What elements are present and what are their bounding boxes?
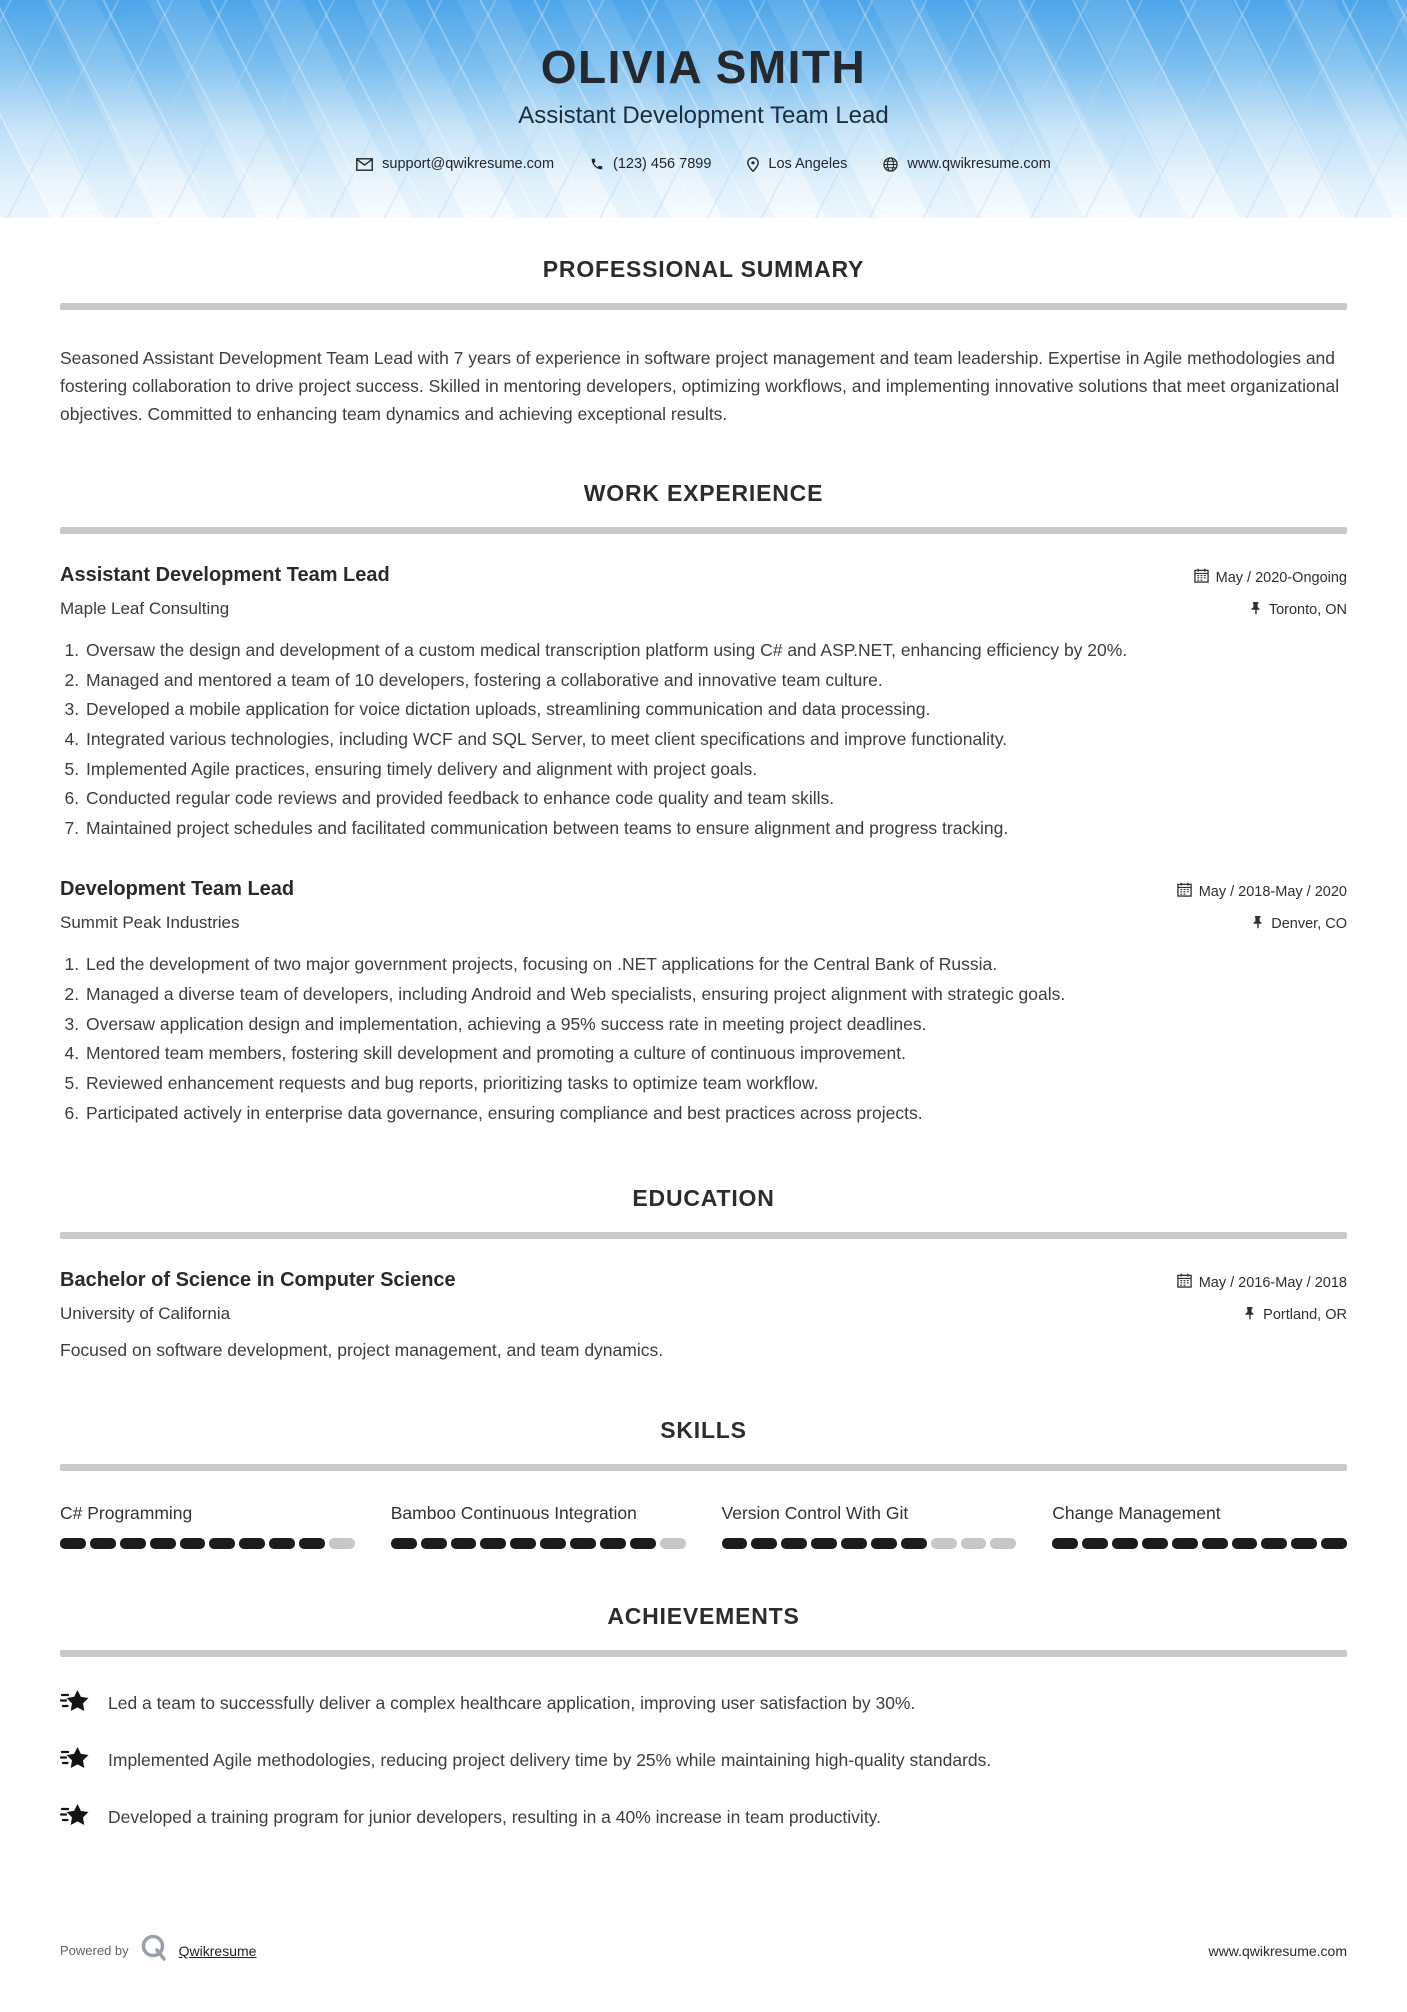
skill-dot bbox=[630, 1538, 656, 1549]
qwikresume-logo-icon bbox=[139, 1933, 169, 1968]
resume-body bbox=[0, 256, 1407, 2012]
location-pin-icon bbox=[747, 157, 759, 172]
job-bullet-list bbox=[60, 637, 1347, 842]
skill-dot bbox=[209, 1538, 235, 1549]
skill-dot bbox=[781, 1538, 807, 1549]
skill-dot bbox=[150, 1538, 176, 1549]
job-bullet: 6. Conducted regular code reviews and provided feedback to enhance code quality and team skills. bbox=[84, 785, 1347, 813]
resume-header bbox=[0, 0, 1407, 218]
education-description: Focused on software development, project management, and team dynamics. bbox=[60, 1340, 664, 1361]
skill-dot bbox=[299, 1538, 325, 1549]
skill-item bbox=[722, 1503, 1017, 1549]
candidate-name: OLIVIA SMITH bbox=[540, 41, 867, 93]
job-location bbox=[1194, 601, 1347, 619]
shooting-star-icon bbox=[60, 1691, 90, 1721]
powered-by-label: Powered by bbox=[60, 1943, 129, 1959]
achievement-list bbox=[60, 1691, 1347, 1835]
skill-dot bbox=[901, 1538, 927, 1549]
skill-dot bbox=[961, 1538, 987, 1549]
skill-dot bbox=[391, 1538, 417, 1549]
contact-location bbox=[747, 156, 847, 172]
skill-dot bbox=[1232, 1538, 1258, 1549]
job-bullet: 7. Maintained project schedules and facilitated communication between teams to ensure alignment and progress tracking. bbox=[84, 815, 1347, 843]
skill-dot bbox=[451, 1538, 477, 1549]
job-location-text: Denver, CO bbox=[1271, 916, 1347, 933]
qwikresume-link[interactable]: Qwikresume bbox=[178, 1942, 257, 1959]
job-bullet: 2. Managed a diverse team of developers, including Android and Web specialists, ensuring project alignment with strategic goals. bbox=[84, 981, 1347, 1009]
job-location bbox=[1177, 915, 1347, 933]
pushpin-icon bbox=[1244, 1306, 1256, 1324]
section-divider bbox=[60, 1650, 1347, 1657]
section-divider bbox=[60, 1232, 1347, 1239]
achievements-heading: ACHIEVEMENTS bbox=[607, 1603, 800, 1630]
skill-dot bbox=[570, 1538, 596, 1549]
section-education bbox=[60, 1185, 1347, 1361]
skill-dot bbox=[510, 1538, 536, 1549]
pushpin-icon bbox=[1250, 601, 1262, 619]
job-dates-text: May / 2018-May / 2020 bbox=[1198, 883, 1347, 900]
summary-text: Seasoned Assistant Development Team Lead with 7 years of experience in software project management and team leadership. Expertise in Agile methodologies and fostering collaboration to drive project success. Skilled in mentoring developers, optimizing workflows, and implementing innovative solutions that meet organizational objectives. Committed to enhancing team dynamics and achieving exceptional results. bbox=[60, 348, 1340, 424]
contact-phone bbox=[590, 156, 711, 172]
contact-location-text: Los Angeles bbox=[768, 156, 848, 172]
education-entry bbox=[60, 1269, 1347, 1361]
skill-dot bbox=[871, 1538, 897, 1549]
envelope-icon bbox=[356, 158, 373, 171]
skill-rating bbox=[60, 1538, 355, 1549]
skill-name: Bamboo Continuous Integration bbox=[390, 1503, 637, 1524]
achievement-text: Implemented Agile methodologies, reducing project delivery time by 25% while maintaining high-quality standards. bbox=[108, 1750, 992, 1771]
job-location-text: Toronto, ON bbox=[1268, 602, 1347, 618]
skills-grid bbox=[60, 1503, 1347, 1549]
contact-row bbox=[0, 156, 1407, 172]
achievement-item bbox=[60, 1748, 1347, 1778]
skill-dot bbox=[421, 1538, 447, 1549]
skill-dot bbox=[480, 1538, 506, 1549]
contact-email bbox=[356, 156, 554, 172]
education-heading: EDUCATION bbox=[632, 1185, 775, 1212]
candidate-title: Assistant Development Team Lead bbox=[518, 102, 889, 129]
job-dates bbox=[1177, 882, 1347, 901]
skills-heading: SKILLS bbox=[660, 1417, 747, 1444]
skill-dot bbox=[931, 1538, 957, 1549]
skill-name: C# Programming bbox=[60, 1503, 193, 1524]
job-entry bbox=[60, 878, 1347, 1127]
achievement-item bbox=[60, 1691, 1347, 1721]
job-company: Summit Peak Industries bbox=[60, 913, 240, 933]
skill-dot bbox=[1321, 1538, 1347, 1549]
skill-item bbox=[1052, 1503, 1347, 1549]
skill-dot bbox=[1052, 1538, 1078, 1549]
shooting-star-icon bbox=[60, 1805, 90, 1835]
skill-rating bbox=[391, 1538, 686, 1549]
phone-icon bbox=[590, 157, 604, 171]
calendar-icon bbox=[1194, 568, 1209, 587]
education-location-text: Portland, OR bbox=[1263, 1307, 1347, 1324]
job-bullet: 3. Developed a mobile application for voice dictation uploads, streamlining communication and data processing. bbox=[84, 696, 1347, 724]
section-skills bbox=[60, 1417, 1347, 1549]
achievement-text: Developed a training program for junior developers, resulting in a 40% increase in team productivity. bbox=[108, 1807, 881, 1828]
calendar-icon bbox=[1177, 1273, 1192, 1292]
contact-phone-text: (123) 456 7899 bbox=[613, 156, 712, 172]
skill-dot bbox=[180, 1538, 206, 1549]
job-company: Maple Leaf Consulting bbox=[60, 599, 230, 618]
skill-dot bbox=[811, 1538, 837, 1549]
skill-dot bbox=[1291, 1538, 1317, 1549]
achievement-text: Led a team to successfully deliver a complex healthcare application, improving user satisfaction by 30%. bbox=[108, 1693, 916, 1714]
skill-dot bbox=[751, 1538, 777, 1549]
section-summary bbox=[60, 256, 1347, 428]
job-entry bbox=[60, 564, 1347, 842]
job-bullet: 6. Participated actively in enterprise data governance, ensuring compliance and best practices across projects. bbox=[84, 1100, 1347, 1128]
calendar-icon bbox=[1177, 882, 1192, 901]
degree-title: Bachelor of Science in Computer Science bbox=[60, 1269, 456, 1292]
education-dates bbox=[1177, 1273, 1347, 1292]
page-footer bbox=[0, 1933, 1407, 2012]
skill-dot bbox=[1082, 1538, 1108, 1549]
job-dates bbox=[1194, 568, 1347, 587]
job-bullet: 2. Managed and mentored a team of 10 developers, fostering a collaborative and innovative team culture. bbox=[84, 667, 1347, 695]
job-bullet: 3. Oversaw application design and implementation, achieving a 95% success rate in meeting project deadlines. bbox=[84, 1011, 1347, 1039]
globe-icon bbox=[883, 157, 898, 172]
skill-dot bbox=[269, 1538, 295, 1549]
job-title: Assistant Development Team Lead bbox=[60, 564, 390, 586]
skill-dot bbox=[540, 1538, 566, 1549]
pushpin-icon bbox=[1252, 915, 1264, 933]
job-dates-text: May / 2020-Ongoing bbox=[1215, 569, 1347, 586]
section-divider bbox=[60, 1464, 1347, 1471]
job-bullet: 4. Integrated various technologies, including WCF and SQL Server, to meet client specifications and improve functionality. bbox=[84, 726, 1347, 754]
footer-site-url: www.qwikresume.com bbox=[1208, 1942, 1347, 1959]
skill-rating bbox=[1052, 1538, 1347, 1549]
skill-dot bbox=[329, 1538, 355, 1549]
skill-dot bbox=[722, 1538, 748, 1549]
skill-dot bbox=[841, 1538, 867, 1549]
skill-dot bbox=[990, 1538, 1016, 1549]
contact-website bbox=[883, 156, 1050, 172]
summary-heading: PROFESSIONAL SUMMARY bbox=[542, 256, 865, 282]
section-divider bbox=[60, 303, 1347, 310]
skill-dot bbox=[1202, 1538, 1228, 1549]
school-name: University of California bbox=[60, 1304, 231, 1324]
shooting-star-icon bbox=[60, 1748, 90, 1778]
job-bullet: 4. Mentored team members, fostering skill development and promoting a culture of continuous improvement. bbox=[84, 1040, 1347, 1068]
achievement-item bbox=[60, 1805, 1347, 1835]
education-location bbox=[1177, 1306, 1347, 1324]
section-divider bbox=[60, 527, 1347, 534]
skill-dot bbox=[90, 1538, 116, 1549]
skill-rating bbox=[722, 1538, 1017, 1549]
experience-heading: WORK EXPERIENCE bbox=[583, 480, 824, 506]
skill-dot bbox=[600, 1538, 626, 1549]
skill-name: Version Control With Git bbox=[721, 1503, 909, 1524]
skill-dot bbox=[120, 1538, 146, 1549]
job-title: Development Team Lead bbox=[60, 878, 295, 901]
skill-dot bbox=[1112, 1538, 1138, 1549]
contact-email-text: support@qwikresume.com bbox=[382, 156, 555, 172]
job-bullet: 5. Reviewed enhancement requests and bug reports, prioritizing tasks to optimize team workflow. bbox=[84, 1070, 1347, 1098]
job-bullet: 1. Oversaw the design and development of a custom medical transcription platform using C# and ASP.NET, enhancing efficiency by 20%. bbox=[84, 637, 1347, 665]
skill-item bbox=[60, 1503, 355, 1549]
skill-dot bbox=[239, 1538, 265, 1549]
education-dates-text: May / 2016-May / 2018 bbox=[1198, 1274, 1347, 1291]
job-bullet: 1. Led the development of two major government projects, focusing on .NET applications for the Central Bank of Russia. bbox=[84, 951, 1347, 979]
section-experience bbox=[60, 480, 1347, 1127]
job-bullet: 5. Implemented Agile practices, ensuring timely delivery and alignment with project goals. bbox=[84, 756, 1347, 784]
skill-dot bbox=[1261, 1538, 1287, 1549]
skill-item bbox=[391, 1503, 686, 1549]
skill-dot bbox=[1142, 1538, 1168, 1549]
skill-dot bbox=[1172, 1538, 1198, 1549]
job-bullet-list bbox=[60, 951, 1347, 1127]
skill-dot bbox=[60, 1538, 86, 1549]
contact-website-text: www.qwikresume.com bbox=[907, 156, 1051, 172]
skill-dot bbox=[660, 1538, 686, 1549]
skill-name: Change Management bbox=[1052, 1503, 1221, 1524]
